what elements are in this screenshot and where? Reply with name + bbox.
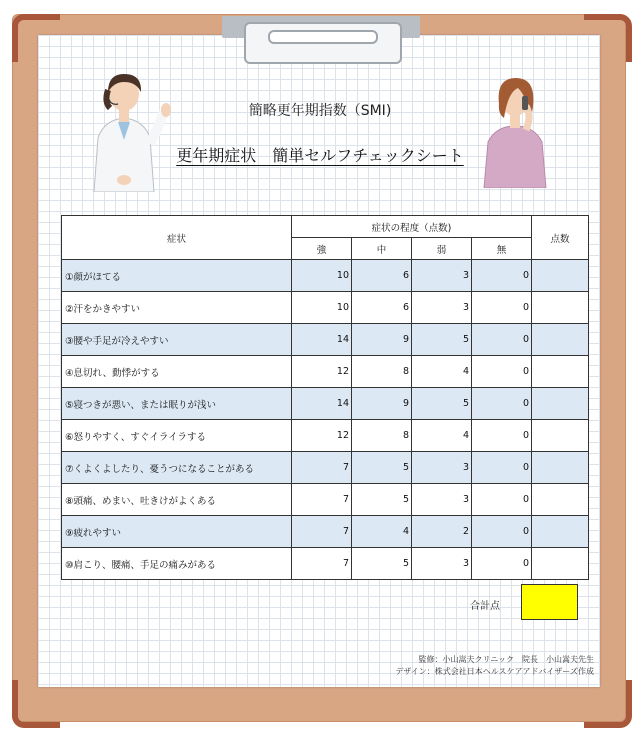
score-strong: 7 <box>292 548 352 580</box>
score-weak: 3 <box>412 452 472 484</box>
score-none: 0 <box>472 420 532 452</box>
corner-bottom-right <box>584 680 632 728</box>
credit-design: デザイン：株式会社日本ヘルスケアアドバイザーズ作成 <box>395 667 594 676</box>
score-none: 0 <box>472 292 532 324</box>
woman-phone-illustration <box>478 70 552 188</box>
score-weak: 3 <box>412 260 472 292</box>
score-none: 0 <box>472 484 532 516</box>
table-row <box>62 260 589 292</box>
symptom-name: ④息切れ、動悸がする <box>62 356 292 388</box>
symptom-name: ⑥怒りやすく、すぐイライラする <box>62 420 292 452</box>
score-strong: 10 <box>292 260 352 292</box>
symptom-name: ⑩肩こり、腰痛、手足の痛みがある <box>62 548 292 580</box>
points-cell[interactable] <box>532 260 589 292</box>
header-level-strong: 強 <box>292 238 352 260</box>
score-strong: 7 <box>292 516 352 548</box>
credit-supervision: 監修：小山嵩夫クリニック 院長 小山嵩夫先生 <box>418 655 594 664</box>
score-medium: 8 <box>352 420 412 452</box>
subtitle-text: 更年期症状 簡単セルフチェックシート <box>176 146 464 165</box>
score-medium: 9 <box>352 324 412 356</box>
header-degree: 症状の程度（点数) <box>292 216 532 238</box>
symptom-name: ⑨疲れやすい <box>62 516 292 548</box>
symptom-name: ①顔がほてる <box>62 260 292 292</box>
total-label: 合計点 <box>470 601 500 612</box>
table-row <box>62 484 589 516</box>
score-strong: 12 <box>292 420 352 452</box>
score-strong: 14 <box>292 388 352 420</box>
table-row <box>62 452 589 484</box>
symptom-name: ⑤寝つきが悪い、または眠りが浅い <box>62 388 292 420</box>
table-row <box>62 420 589 452</box>
points-cell[interactable] <box>532 548 589 580</box>
score-weak: 4 <box>412 420 472 452</box>
table-row <box>62 548 589 580</box>
page-subtitle <box>170 143 470 166</box>
page-title: 簡略更年期指数（SMI) <box>248 103 392 119</box>
points-cell[interactable] <box>532 388 589 420</box>
table-row <box>62 388 589 420</box>
corner-bottom-left <box>12 680 60 728</box>
points-cell[interactable] <box>532 292 589 324</box>
table-row <box>62 324 589 356</box>
score-none: 0 <box>472 516 532 548</box>
score-weak: 3 <box>412 292 472 324</box>
symptom-name: ③腰や手足が冷えやすい <box>62 324 292 356</box>
points-cell[interactable] <box>532 356 589 388</box>
total-score-box[interactable] <box>521 584 578 620</box>
score-strong: 7 <box>292 484 352 516</box>
header-level-medium: 中 <box>352 238 412 260</box>
score-medium: 8 <box>352 356 412 388</box>
header-points: 点数 <box>532 216 589 260</box>
score-medium: 5 <box>352 548 412 580</box>
score-strong: 10 <box>292 292 352 324</box>
header-level-none: 無 <box>472 238 532 260</box>
points-cell[interactable] <box>532 484 589 516</box>
score-none: 0 <box>472 324 532 356</box>
score-medium: 6 <box>352 260 412 292</box>
header-level-weak: 弱 <box>412 238 472 260</box>
score-weak: 3 <box>412 484 472 516</box>
symptom-name: ⑧頭痛、めまい、吐きけがよくある <box>62 484 292 516</box>
score-none: 0 <box>472 548 532 580</box>
score-none: 0 <box>472 356 532 388</box>
score-strong: 7 <box>292 452 352 484</box>
score-medium: 9 <box>352 388 412 420</box>
table-row <box>62 516 589 548</box>
symptom-name: ②汗をかきやすい <box>62 292 292 324</box>
score-none: 0 <box>472 452 532 484</box>
score-none: 0 <box>472 388 532 420</box>
table-row <box>62 292 589 324</box>
symptom-name: ⑦くよくよしたり、憂うつになることがある <box>62 452 292 484</box>
table-row <box>62 356 589 388</box>
score-weak: 2 <box>412 516 472 548</box>
points-cell[interactable] <box>532 420 589 452</box>
clip-hole <box>268 30 378 44</box>
points-cell[interactable] <box>532 516 589 548</box>
score-medium: 5 <box>352 452 412 484</box>
score-medium: 6 <box>352 292 412 324</box>
points-cell[interactable] <box>532 324 589 356</box>
score-weak: 5 <box>412 324 472 356</box>
header-symptom: 症状 <box>62 216 292 260</box>
score-strong: 14 <box>292 324 352 356</box>
doctor-illustration <box>84 68 176 192</box>
score-weak: 4 <box>412 356 472 388</box>
points-cell[interactable] <box>532 452 589 484</box>
score-weak: 3 <box>412 548 472 580</box>
score-medium: 4 <box>352 516 412 548</box>
smi-table <box>61 215 589 580</box>
score-medium: 5 <box>352 484 412 516</box>
score-none: 0 <box>472 260 532 292</box>
score-weak: 5 <box>412 388 472 420</box>
score-strong: 12 <box>292 356 352 388</box>
